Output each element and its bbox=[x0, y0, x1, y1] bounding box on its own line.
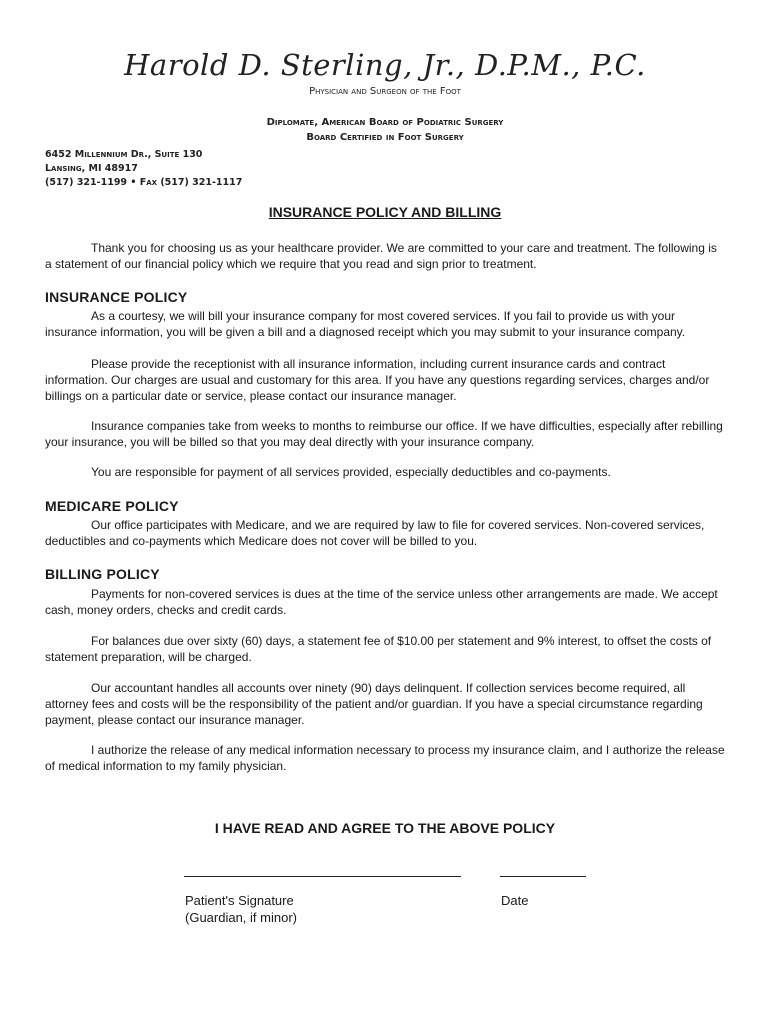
agreement-statement: I HAVE READ AND AGREE TO THE ABOVE POLICY bbox=[214, 820, 556, 836]
intro-paragraph: Thank you for choosing us as your healthcare provider. We are committed to your care and treatment. The following is a statement of our financial policy which we require that you read and sign prior to treatment. bbox=[45, 241, 717, 271]
diplomate-line: Diplomate, American Board of Podiatric Surgery bbox=[266, 117, 504, 128]
address-city: Lansing, MI 48917 bbox=[45, 163, 138, 174]
patient-signature-label bbox=[185, 892, 297, 926]
practice-subtitle: Physician and Surgeon of the Foot bbox=[309, 86, 461, 97]
billing-paragraph-4: I authorize the release of any medical information necessary to process my insurance claim, and I authorize the release of medical information to my family physician. bbox=[45, 743, 725, 773]
date-label: Date bbox=[501, 893, 529, 908]
medicare-heading: MEDICARE POLICY bbox=[45, 498, 179, 514]
practice-name: Harold D. Sterling, Jr., D.P.M., P.C. bbox=[124, 48, 646, 82]
address-street: 6452 Millennium Dr., Suite 130 bbox=[45, 149, 203, 160]
certified-line: Board Certified in Foot Surgery bbox=[306, 132, 464, 143]
date-line[interactable] bbox=[500, 876, 586, 877]
patient-label: Patient's Signature bbox=[185, 893, 294, 908]
insurance-paragraph-4: You are responsible for payment of all services provided, especially deductibles and co-payments. bbox=[91, 465, 611, 479]
insurance-paragraph-3: Insurance companies take from weeks to months to reimburse our office. If we have difficulties, especially after rebilling your insurance, you will be billed so that you may deal directly with your insurance company. bbox=[45, 419, 723, 449]
patient-signature-line[interactable] bbox=[184, 876, 461, 877]
billing-paragraph-3: Our accountant handles all accounts over ninety (90) days delinquent. If collection services become required, all attorney fees and costs will be the responsibility of the patient and/or guardian. If you have a special circumstance regarding payment, please contact our insurance manager. bbox=[45, 681, 703, 727]
insurance-heading: INSURANCE POLICY bbox=[45, 289, 188, 305]
billing-paragraph-1: Payments for non-covered services is dues at the time of the service unless other arrangements are made. We accept cash, money orders, checks and credit cards. bbox=[45, 587, 718, 617]
insurance-paragraph-2: Please provide the receptionist with all insurance information, including current insurance cards and contract information. Our charges are usual and customary for this area. If you have any questions regarding services, charges and/or billings on a particular date or service, please contact our insurance manager. bbox=[45, 357, 710, 403]
medicare-paragraph-1: Our office participates with Medicare, and we are required by law to file for covered services. Non-covered services, deductibles and co-payments which Medicare does not cover will be billed to you. bbox=[45, 518, 705, 548]
billing-heading: BILLING POLICY bbox=[45, 566, 160, 582]
address-phone: (517) 321-1199 • Fax (517) 321-1117 bbox=[45, 177, 243, 188]
practice-address bbox=[45, 148, 242, 190]
insurance-paragraph-1: As a courtesy, we will bill your insurance company for most covered services. If you fail to provide us with your insurance information, you will be given a bill and a diagnosed receipt which you may submit to your insurance company. bbox=[45, 309, 686, 339]
document-title: INSURANCE POLICY AND BILLING bbox=[268, 204, 502, 220]
billing-paragraph-2: For balances due over sixty (60) days, a statement fee of $10.00 per statement and 9% interest, to offset the costs of statement preparation, will be charged. bbox=[45, 634, 712, 664]
guardian-label: (Guardian, if minor) bbox=[185, 910, 297, 925]
